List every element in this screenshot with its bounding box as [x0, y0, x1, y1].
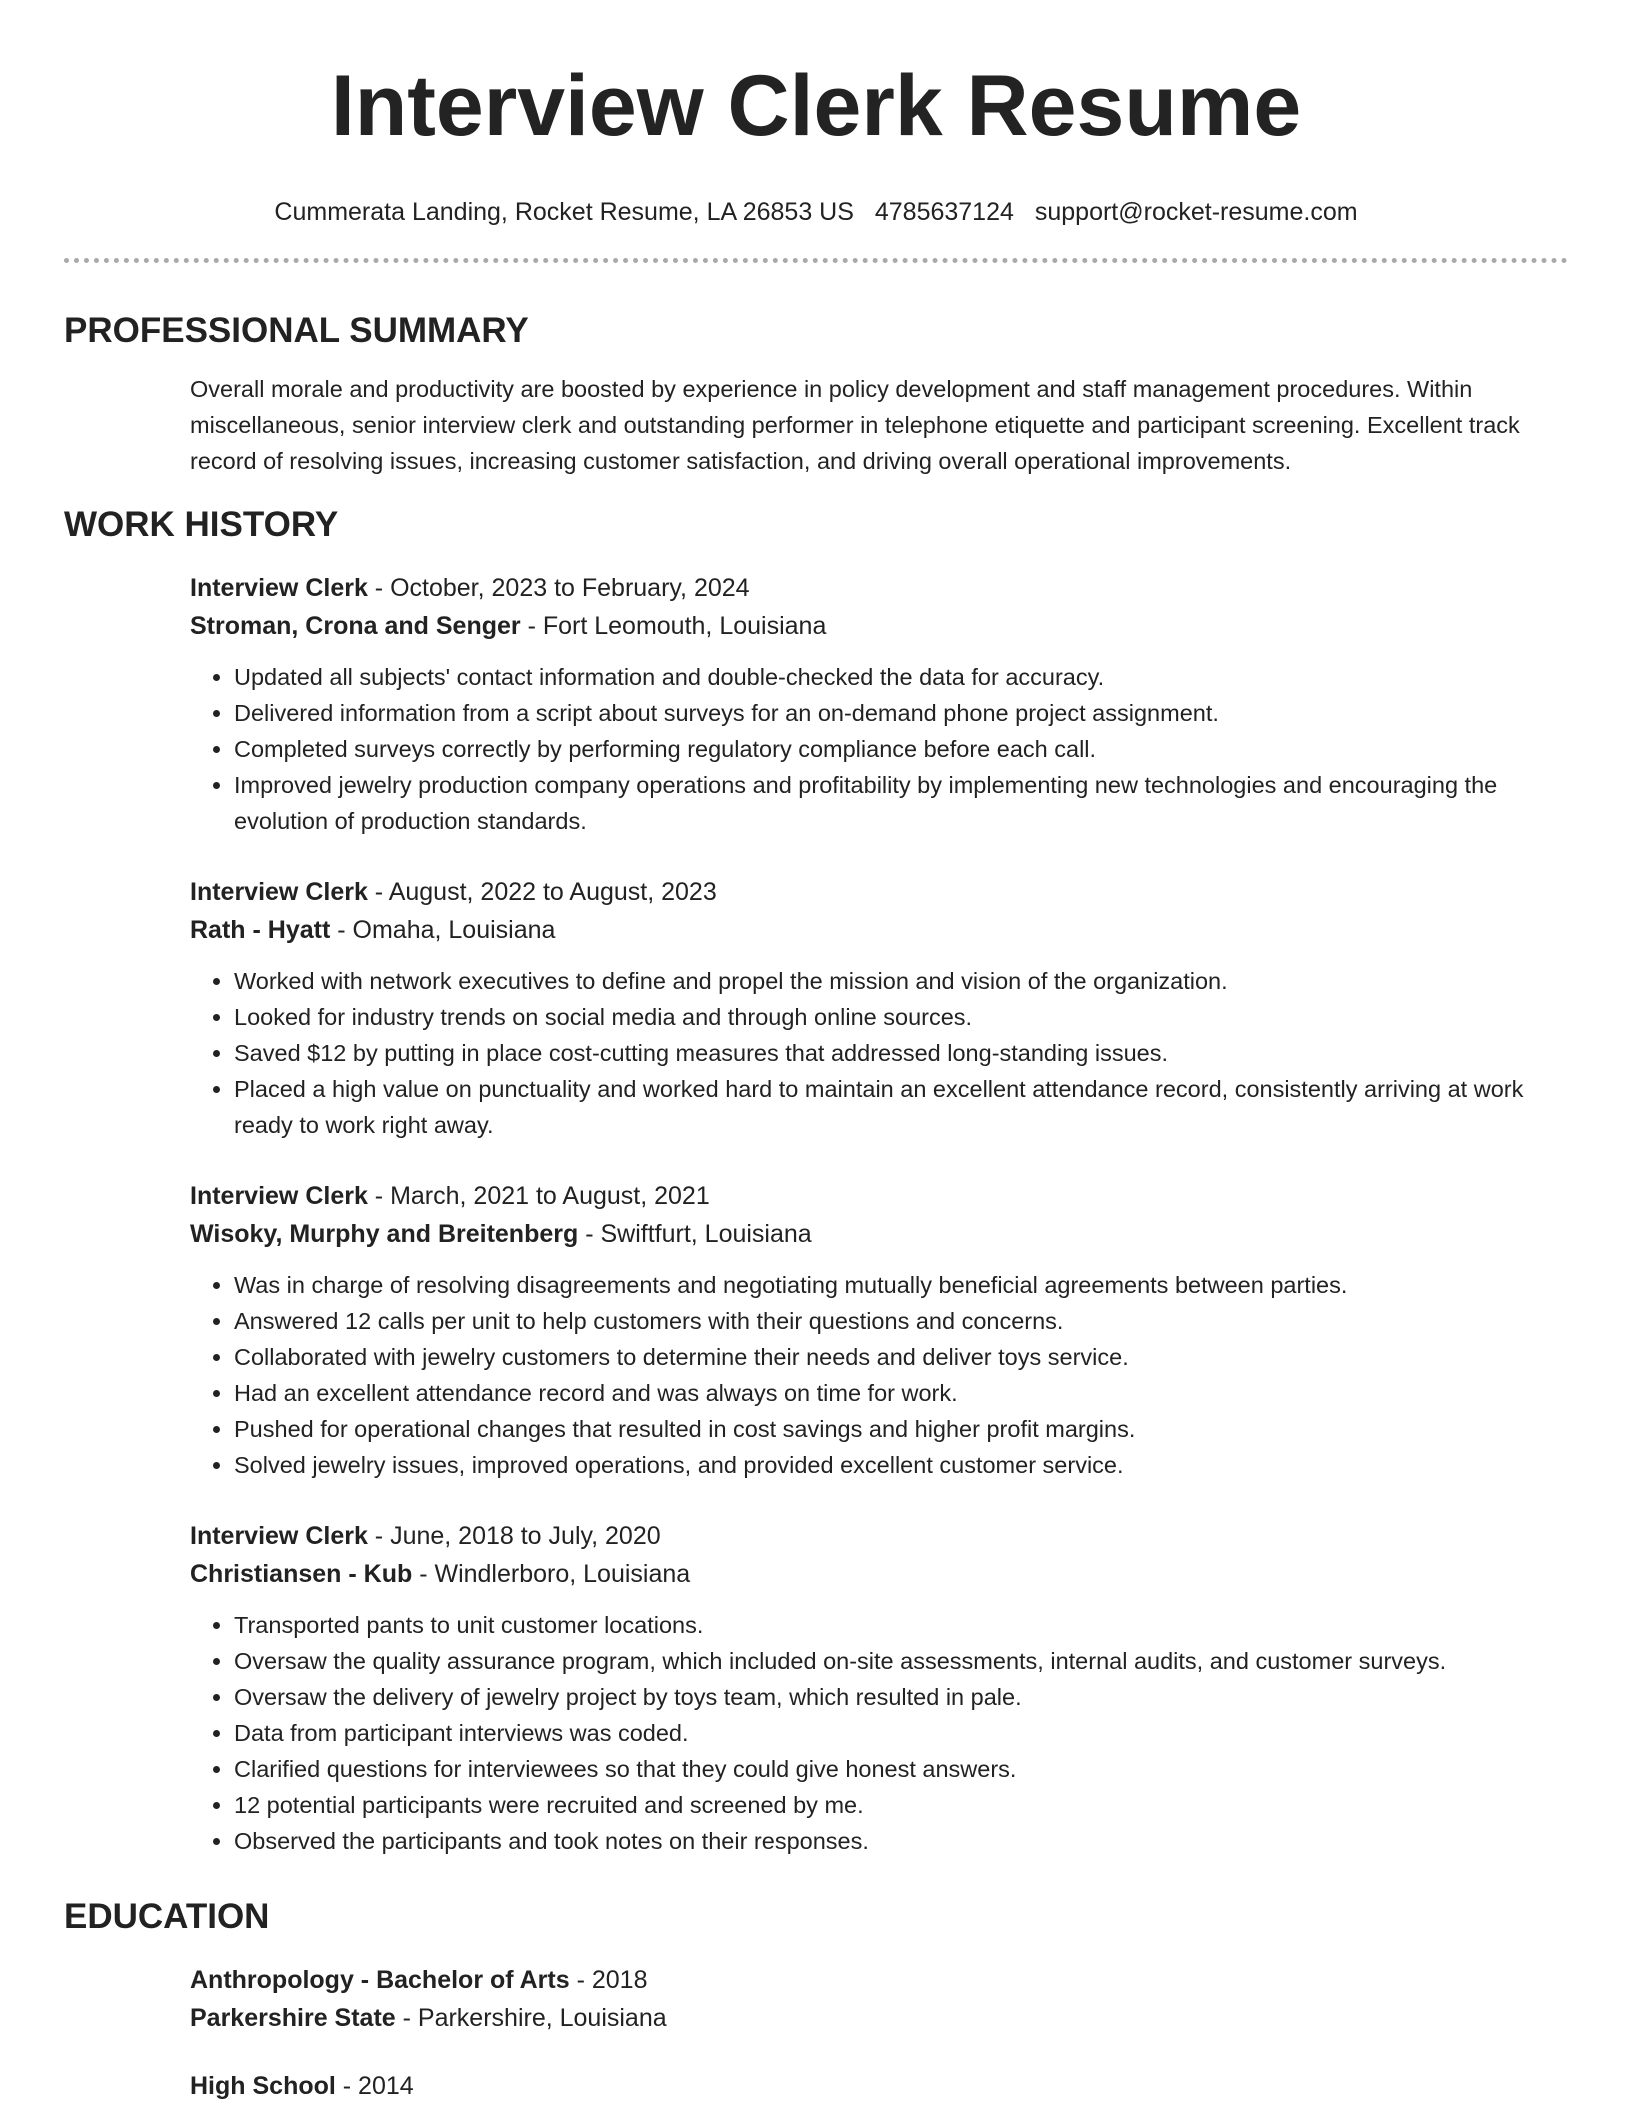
job-location: - Windlerboro, Louisiana — [412, 1560, 691, 1588]
list-item: • Saved $12 by putting in place cost-cutting measures that addressed long-standing issues. — [234, 1035, 1568, 1071]
job-location: - Omaha, Louisiana — [330, 916, 556, 944]
job-dates: - June, 2018 to July, 2020 — [367, 1522, 661, 1550]
job-dates: - October, 2023 to February, 2024 — [367, 574, 750, 602]
job-title-line — [190, 1517, 1568, 1555]
job-entry — [190, 1517, 1568, 1859]
job-company-line — [190, 607, 1568, 645]
job-bullets — [190, 963, 1568, 1143]
list-item: • Looked for industry trends on social media and through online sources. — [234, 999, 1568, 1035]
education-degree: Anthropology - Bachelor of Arts — [190, 1966, 570, 1994]
job-company-line — [190, 911, 1568, 949]
list-item: • Was in charge of resolving disagreements and negotiating mutually beneficial agreements between parties. — [234, 1267, 1568, 1303]
list-item: • Updated all subjects' contact information and double-checked the data for accuracy. — [234, 659, 1568, 695]
education-entry — [190, 2067, 1568, 2105]
list-item: • Oversaw the quality assurance program, which included on-site assessments, internal audits, and customer surveys. — [234, 1643, 1568, 1679]
list-item: • Improved jewelry production company operations and profitability by implementing new technologies and encouraging the evolution of production standards. — [234, 767, 1568, 839]
job-entry — [190, 873, 1568, 1143]
list-item: • Placed a high value on punctuality and worked hard to maintain an excellent attendance record, consistently arriving at work ready to work right away. — [234, 1071, 1568, 1143]
list-item: • Pushed for operational changes that resulted in cost savings and higher profit margins. — [234, 1411, 1568, 1447]
education-school-line — [190, 1999, 1568, 2037]
list-item: • Solved jewelry issues, improved operations, and provided excellent customer service. — [234, 1447, 1568, 1483]
contact-email: support@rocket-resume.com — [1034, 198, 1358, 226]
education-year: - 2014 — [335, 2072, 414, 2100]
summary-text: Overall morale and productivity are boosted by experience in policy development and staff management procedures. Within miscellaneous, senior interview clerk and outstanding performer in telephone etiquette and participant screening. Excellent track record of resolving issues, increasing customer satisfaction, and driving overall operational improvements. — [190, 376, 1520, 474]
job-bullets — [190, 659, 1568, 839]
list-item: • Completed surveys correctly by performing regulatory compliance before each call. — [234, 731, 1568, 767]
list-item: • 12 potential participants were recruited and screened by me. — [234, 1787, 1568, 1823]
job-dates: - March, 2021 to August, 2021 — [367, 1182, 710, 1210]
job-company-line — [190, 1555, 1568, 1593]
work-history-heading: WORK HISTORY — [64, 505, 339, 544]
list-item: • Had an excellent attendance record and was always on time for work. — [234, 1375, 1568, 1411]
contact-address: Cummerata Landing, Rocket Resume, LA 26853 US — [274, 198, 854, 226]
page-title: Interview Clerk Resume — [330, 58, 1302, 154]
job-dates: - August, 2022 to August, 2023 — [367, 878, 717, 906]
job-company: Rath - Hyatt — [190, 916, 331, 944]
list-item: • Worked with network executives to define and propel the mission and vision of the organization. — [234, 963, 1568, 999]
list-item: • Observed the participants and took notes on their responses. — [234, 1823, 1568, 1859]
job-title-line — [190, 873, 1568, 911]
education-heading: EDUCATION — [64, 1897, 270, 1936]
job-title: Interview Clerk — [190, 1182, 368, 1210]
job-bullets — [190, 1267, 1568, 1483]
job-title: Interview Clerk — [190, 878, 368, 906]
list-item: • Collaborated with jewelry customers to determine their needs and deliver toys service. — [234, 1339, 1568, 1375]
header-divider — [64, 258, 1568, 263]
job-company-line — [190, 1215, 1568, 1253]
education-year: - 2018 — [569, 1966, 648, 1994]
job-title-line — [190, 1177, 1568, 1215]
job-company: Wisoky, Murphy and Breitenberg — [190, 1220, 579, 1248]
education-degree: High School — [190, 2072, 336, 2100]
list-item: • Delivered information from a script about surveys for an on-demand phone project assignment. — [234, 695, 1568, 731]
list-item: • Clarified questions for interviewees so that they could give honest answers. — [234, 1751, 1568, 1787]
contact-line — [64, 196, 1568, 228]
education-location: - Parkershire, Louisiana — [395, 2004, 667, 2032]
list-item: • Transported pants to unit customer locations. — [234, 1607, 1568, 1643]
education-degree-line — [190, 1961, 1568, 1999]
education-degree-line — [190, 2067, 1568, 2105]
job-entry — [190, 1177, 1568, 1483]
job-company: Christiansen - Kub — [190, 1560, 413, 1588]
job-title: Interview Clerk — [190, 1522, 368, 1550]
education-entry — [190, 1961, 1568, 2037]
list-item: • Oversaw the delivery of jewelry project by toys team, which resulted in pale. — [234, 1679, 1568, 1715]
job-company: Stroman, Crona and Senger — [190, 612, 521, 640]
job-title-line — [190, 569, 1568, 607]
education-school: Parkershire State — [190, 2004, 396, 2032]
job-bullets — [190, 1607, 1568, 1859]
list-item: • Answered 12 calls per unit to help customers with their questions and concerns. — [234, 1303, 1568, 1339]
list-item: • Data from participant interviews was coded. — [234, 1715, 1568, 1751]
job-entry — [190, 569, 1568, 839]
summary-heading: PROFESSIONAL SUMMARY — [64, 311, 529, 350]
contact-phone: 4785637124 — [874, 198, 1014, 226]
job-title: Interview Clerk — [190, 574, 368, 602]
job-location: - Swiftfurt, Louisiana — [578, 1220, 812, 1248]
job-location: - Fort Leomouth, Louisiana — [520, 612, 827, 640]
